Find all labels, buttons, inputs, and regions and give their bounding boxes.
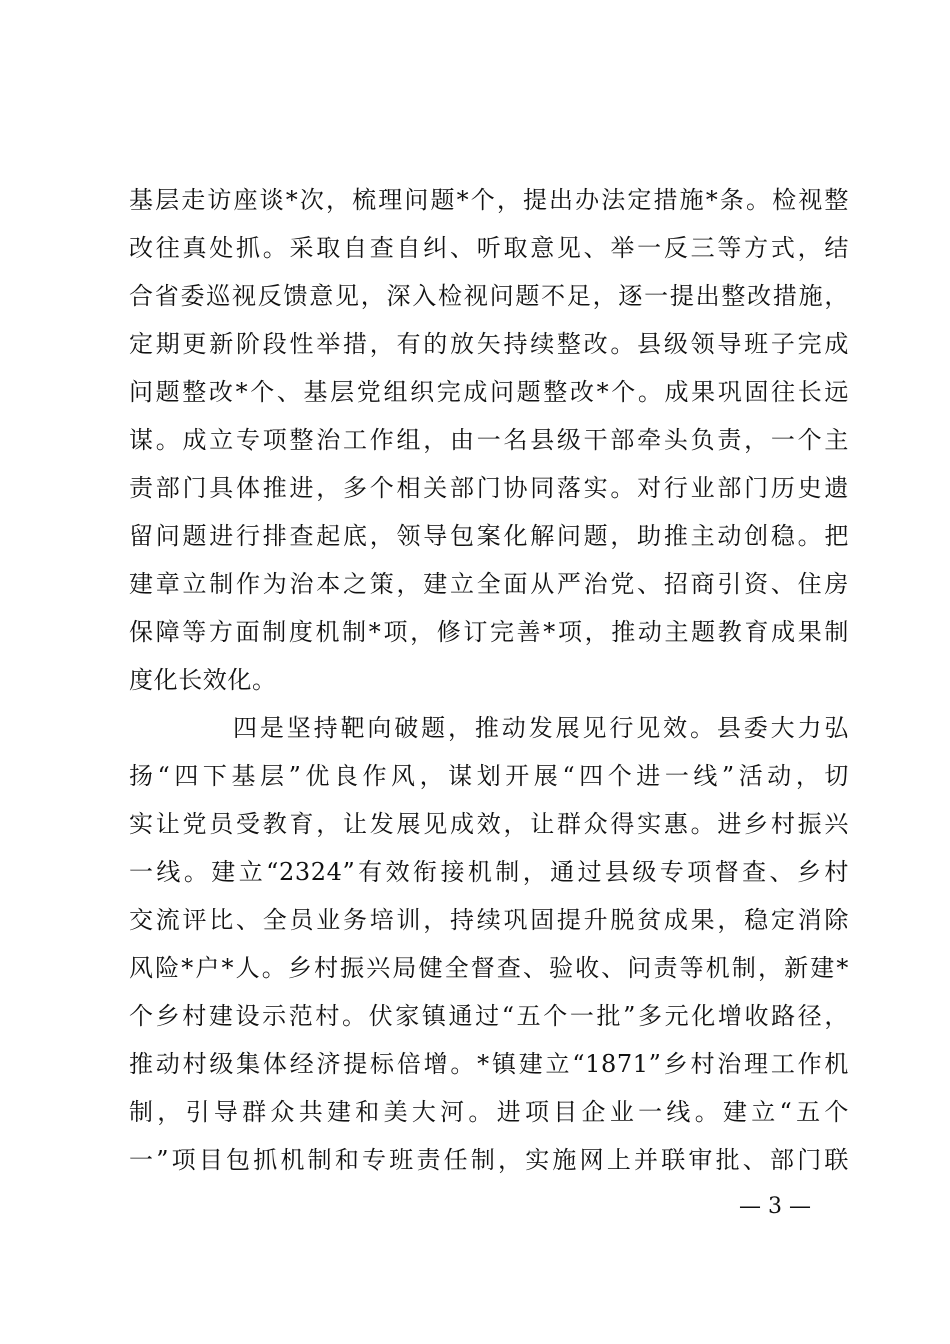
text-line: 制，引导群众共建和美大河。进项目企业一线。建立“五个 [129,1098,849,1126]
text-line: 度化长效化。 [129,666,277,694]
text-line: 问题整改*个、基层党组织完成问题整改*个。成果巩固往长远 [129,378,849,406]
text-line: 合省委巡视反馈意见，深入检视问题不足，逐一提出整改措施， [129,282,849,310]
text-line: 责部门具体推进，多个相关部门协同落实。对行业部门历史遗 [129,474,849,502]
text-line: 改往真处抓。采取自查自纠、听取意见、举一反三等方式，结 [129,234,849,262]
page-number: — 3 — [739,1194,811,1219]
body-text [129,176,849,1184]
text-line: 扬“四下基层”优良作风，谋划开展“四个进一线”活动，切 [129,762,849,790]
text-line: 推动村级集体经济提标倍增。*镇建立“1871”乡村治理工作机 [129,1050,849,1078]
text-line: 留问题进行排查起底，领导包案化解问题，助推主动创稳。把 [129,522,849,550]
text-line: 风险*户*人。乡村振兴局健全督查、验收、问责等机制，新建* [129,954,849,982]
text-line: 保障等方面制度机制*项，修订完善*项，推动主题教育成果制 [129,618,849,646]
text-line: 交流评比、全员业务培训，持续巩固提升脱贫成果，稳定消除 [129,906,849,934]
text-line: 建章立制作为治本之策，建立全面从严治党、招商引资、住房 [129,570,849,598]
text-line: 一”项目包抓机制和专班责任制，实施网上并联审批、部门联 [129,1146,849,1174]
text-line: 一线。建立“2324”有效衔接机制，通过县级专项督查、乡村 [129,858,849,886]
text-line: 实让党员受教育，让发展见成效，让群众得实惠。进乡村振兴 [129,810,849,838]
text-line: 个乡村建设示范村。伏家镇通过“五个一批”多元化增收路径， [129,1002,849,1030]
text-line: 四是坚持靶向破题，推动发展见行见效。县委大力弘 [233,714,849,742]
text-line: 定期更新阶段性举措，有的放矢持续整改。县级领导班子完成 [129,330,849,358]
text-line: 基层走访座谈*次，梳理问题*个，提出办法定措施*条。检视整 [129,186,849,214]
text-line: 谋。成立专项整治工作组，由一名县级干部牵头负责，一个主 [129,426,849,454]
